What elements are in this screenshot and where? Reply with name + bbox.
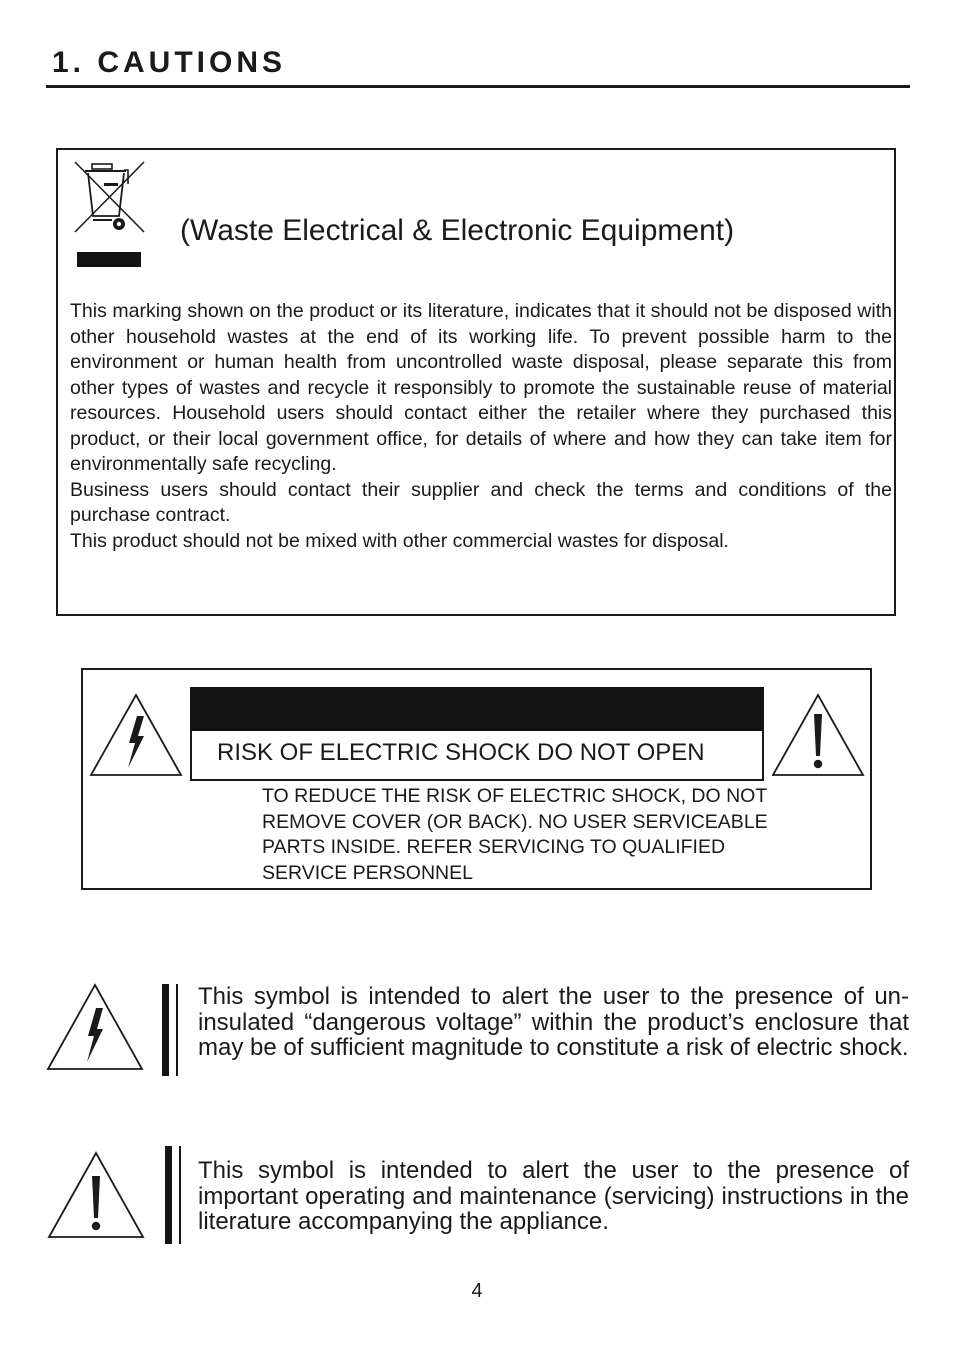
exclamation-triangle-icon — [46, 1150, 146, 1240]
lightning-triangle-icon — [45, 982, 145, 1072]
caution-black-bar — [190, 687, 764, 731]
lightning-triangle-icon — [88, 692, 184, 778]
caution-instruction-line: SERVICE PERSONNEL — [262, 862, 473, 885]
weee-paragraph: Business users should contact their supplier and check the terms and conditions of the purchase contract. — [70, 478, 892, 526]
weee-heading: (Waste Electrical & Electronic Equipment) — [180, 214, 735, 247]
caution-label-text: RISK OF ELECTRIC SHOCK DO NOT OPEN — [217, 739, 705, 766]
title-divider — [46, 85, 910, 88]
caution-instruction-line: TO REDUCE THE RISK OF ELECTRIC SHOCK, DO NOT — [262, 785, 768, 807]
caution-instruction-line: REMOVE COVER (OR BACK). NO USER SERVICEABLE — [262, 810, 768, 833]
voltage-symbol-description: This symbol is intended to alert the user to the presence of un-insulated “dangerous voltage” within the product’s enclosure that may be of sufficient magnitude to constitute a risk of electric shock. — [198, 983, 909, 1061]
weee-body-text — [70, 299, 892, 554]
exclamation-symbol-description: This symbol is intended to alert the user to the presence of important operating and maintenance (servicing) instructions in the literature accompanying the appliance. — [198, 1157, 909, 1235]
crossed-out-wheelie-bin-icon — [72, 158, 148, 270]
voltage-symbol-divider — [162, 984, 182, 1076]
weee-paragraph: This marking shown on the product or its literature, indicates that it should not be disposed with other household wastes at the end of its working life. To prevent possible harm to the environment or human health from uncontrolled waste disposal, please separate this from other types of wastes and recycle it responsibly to promote the sustainable reuse of material resources. Household users should contact either the retailer where they purchased this product, or their local government office, for details of where and how they can take item for environmentally safe recycling. — [70, 300, 892, 475]
page-number: 4 — [471, 1280, 483, 1302]
page-title: 1. CAUTIONS — [52, 46, 287, 79]
exclamation-triangle-icon — [770, 692, 866, 778]
caution-instructions — [262, 784, 862, 887]
caution-instruction-line: PARTS INSIDE. REFER SERVICING TO QUALIFIED — [262, 836, 726, 859]
weee-paragraph: This product should not be mixed with other commercial wastes for disposal. — [70, 529, 729, 552]
exclamation-symbol-divider — [165, 1146, 185, 1244]
